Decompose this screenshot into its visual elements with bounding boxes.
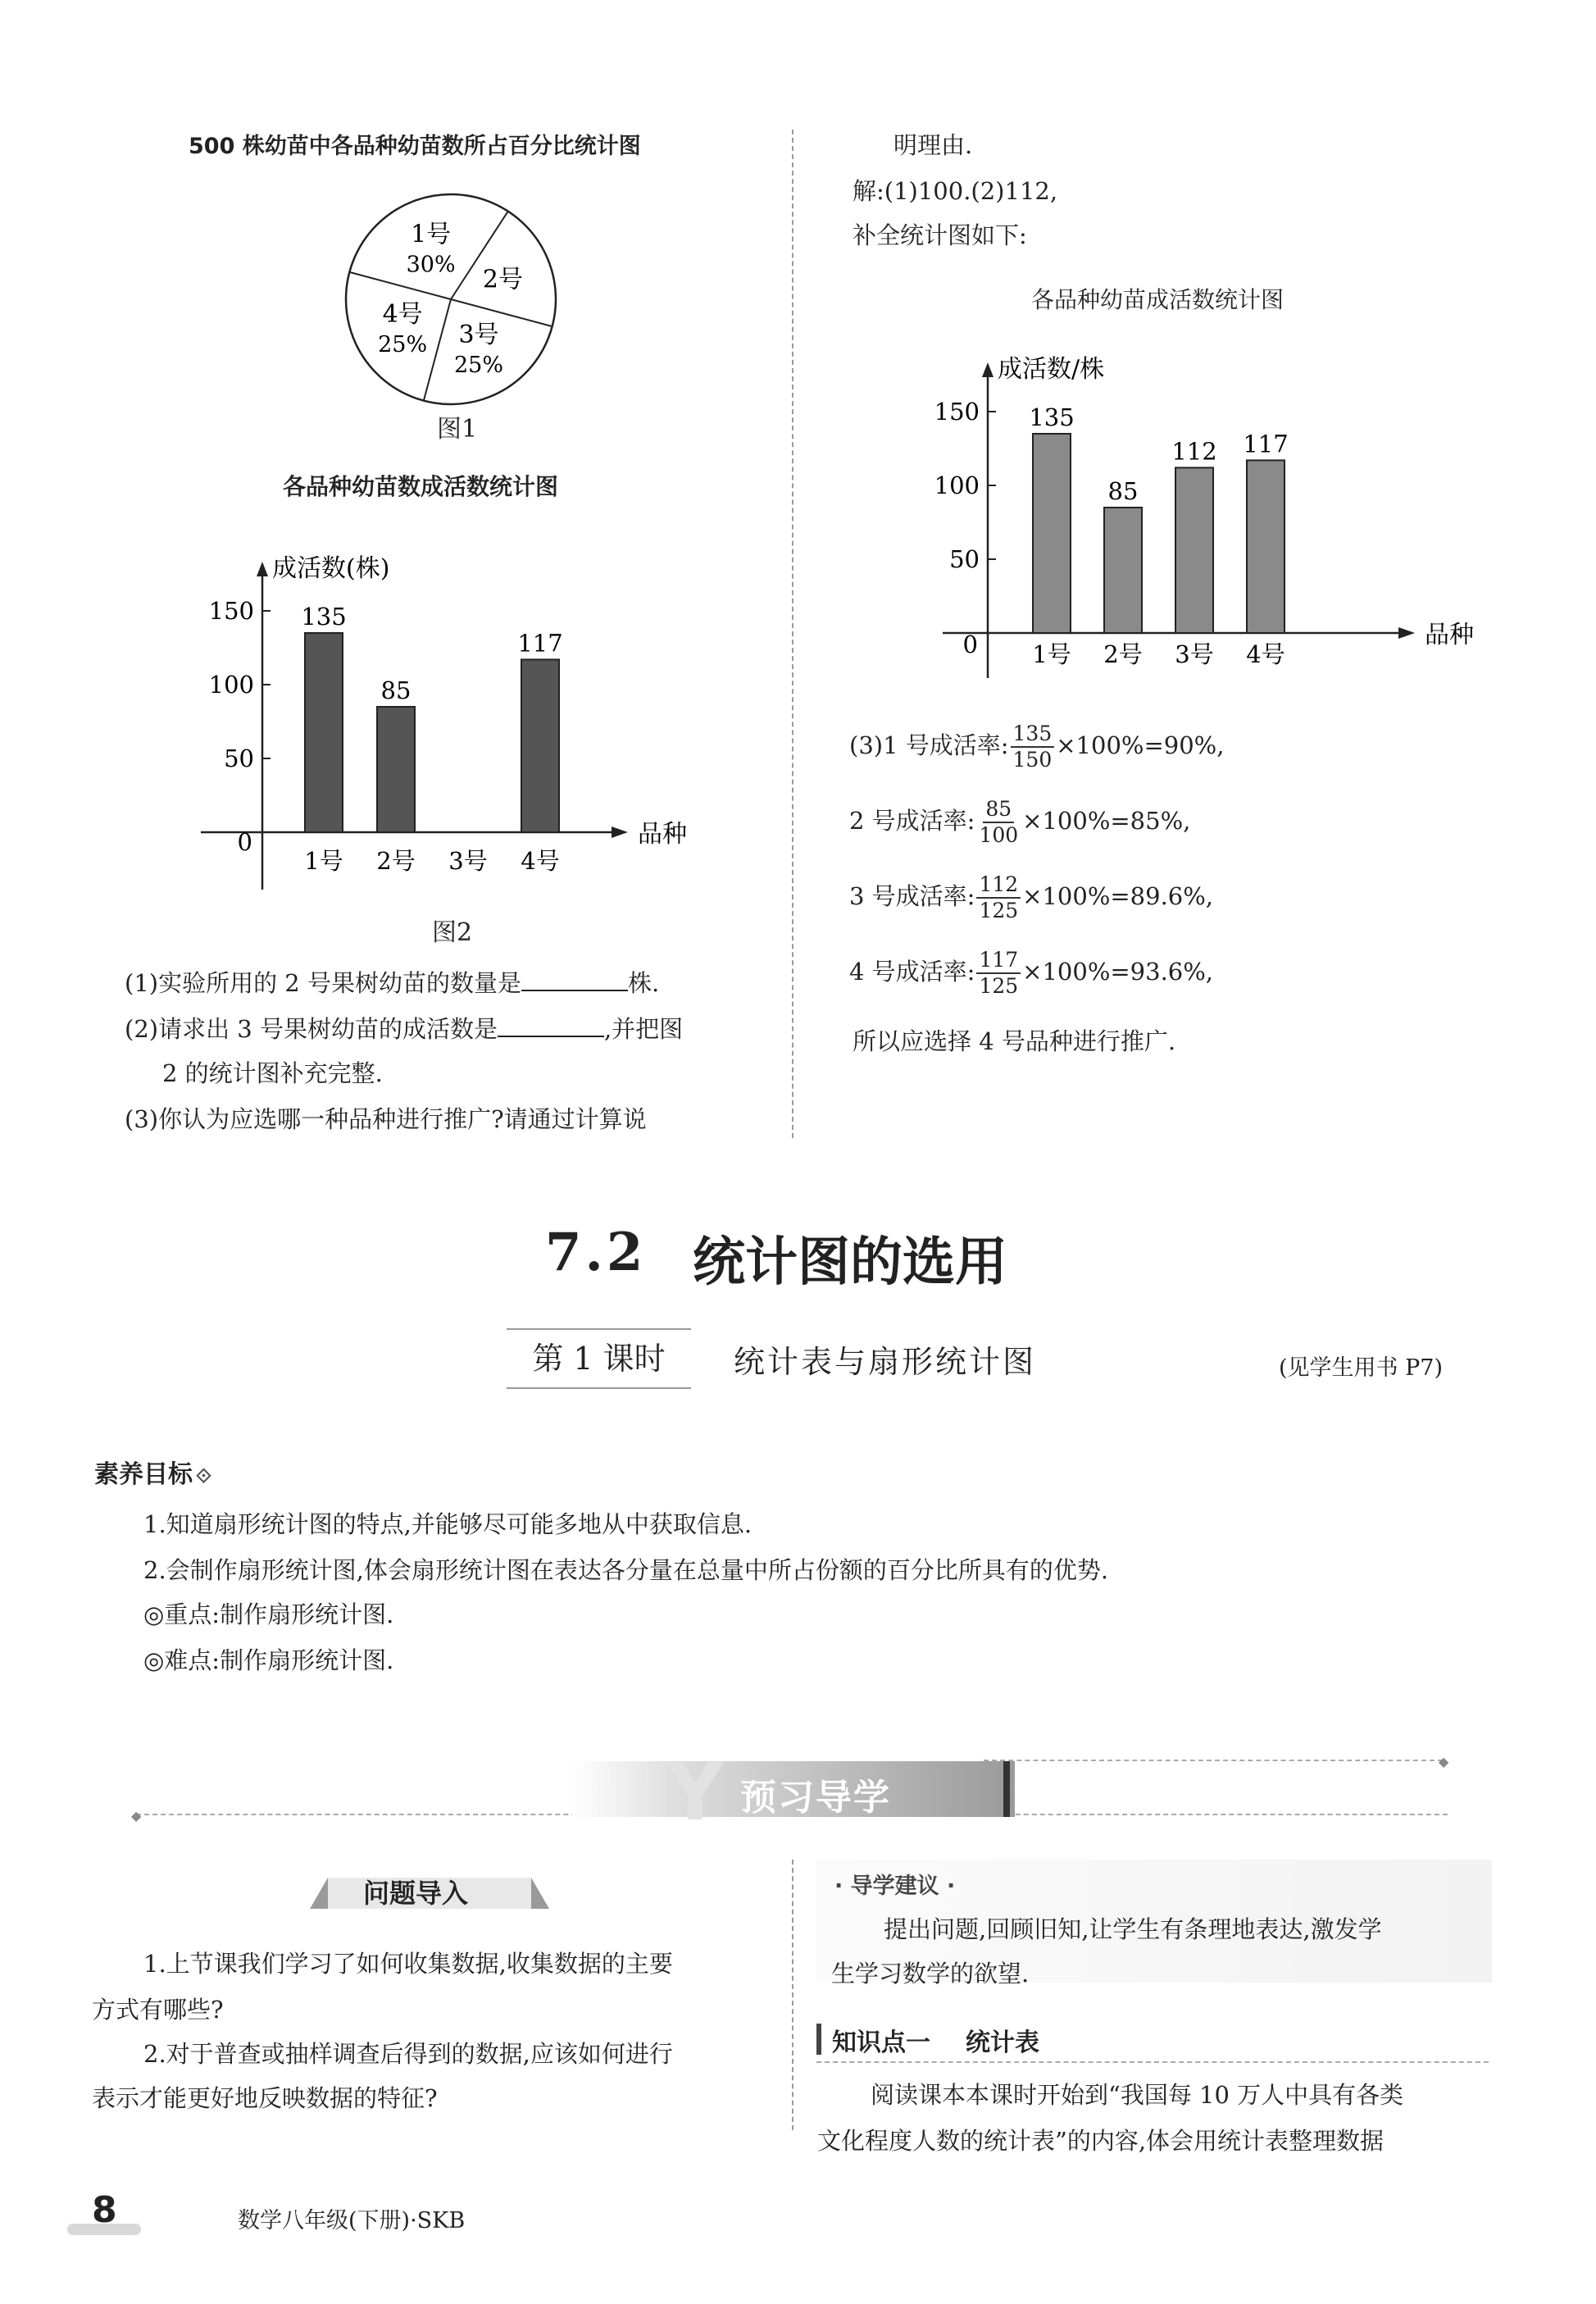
pie-slice-label: 3号 <box>458 320 499 349</box>
student-book-reference: (见学生用书 P7) <box>1279 1355 1443 1381</box>
bar-value-label: 112 <box>1171 437 1217 466</box>
y-tick-label: 100 <box>208 671 254 699</box>
pie-slice-boundary <box>424 299 451 401</box>
rate-label: (3)1 号成活率: <box>849 731 1009 759</box>
x-tick-label: 3号 <box>1175 640 1214 668</box>
intro-heading-box <box>310 1871 549 1912</box>
y-tick-label: 50 <box>224 744 254 772</box>
intro-line-3: 2.对于普查或抽样调查后得到的数据,应该如何进行 <box>143 2040 673 2068</box>
goals-heading: 素养目标 ⟐ <box>94 1460 211 1489</box>
conclusion: 所以应选择 4 号品种进行推广. <box>853 1027 1176 1055</box>
answer-blank-2 <box>498 1014 604 1037</box>
fraction-denominator: 125 <box>979 899 1019 922</box>
intro-heading: 问题导入 <box>363 1878 469 1909</box>
question-2: (2)请求出 3 号果树幼苗的成活数是 ,并把图 <box>125 1015 684 1043</box>
bar-chart-incomplete <box>197 512 705 898</box>
bar <box>1104 508 1142 633</box>
survival-rate-line <box>849 872 1213 923</box>
y-axis-arrow-icon <box>257 562 268 576</box>
fraction-numerator: 135 <box>1011 722 1055 748</box>
goal-item-2: 2.会制作扇形统计图,体会扇形统计图在表达各分量在总量中所占份额的百分比所具有的优势. <box>143 1556 1109 1584</box>
x-axis-arrow-icon <box>1398 627 1415 639</box>
y-tick-label: 100 <box>934 471 980 499</box>
question-3: (3)你认为应选哪一种品种进行推广?请通过计算说 <box>125 1105 647 1133</box>
x-axis-arrow-icon <box>612 826 628 838</box>
y-tick-label: 150 <box>934 398 980 426</box>
bar-value-label: 135 <box>301 603 347 631</box>
lesson-box: 第 1 课时 <box>507 1328 691 1389</box>
x-tick-label: 4号 <box>521 847 560 875</box>
y-axis-label: 成活数(株) <box>272 554 390 583</box>
x-tick-label: 2号 <box>376 847 416 875</box>
question-2-cont: 2 的统计图补充完整. <box>162 1059 383 1087</box>
bar-value-label: 135 <box>1029 403 1075 431</box>
pie-chart-title: 500 株幼苗中各品种幼苗数所占百分比统计图 <box>189 134 641 159</box>
bar-chart-completed <box>910 320 1474 697</box>
bar <box>1033 434 1071 633</box>
rate-result: ×100%=85%, <box>1022 807 1191 835</box>
lesson-title: 统计表与扇形统计图 <box>734 1344 1037 1380</box>
rate-fraction <box>976 948 1021 999</box>
section-title: 统计图的选用 <box>693 1232 1007 1293</box>
goal-difficult-point: ◎难点:制作扇形统计图. <box>143 1646 394 1674</box>
diamond-arrow-icon: ⟐ <box>196 1464 211 1487</box>
answer-line-2: 解:(1)100.(2)112, <box>853 177 1058 205</box>
fraction-denominator: 125 <box>979 974 1019 998</box>
knowledge-rule <box>816 2061 1489 2063</box>
y-tick-label: 0 <box>237 828 252 856</box>
y-tick-label: 150 <box>208 597 254 625</box>
pie-slice-label: 4号 <box>382 300 423 329</box>
bar-value-label: 85 <box>380 676 412 704</box>
rule-dot-icon: ◆ <box>1439 1754 1449 1769</box>
pie-chart-caption: 图1 <box>437 415 478 444</box>
knowledge-marker <box>816 2024 821 2055</box>
banner-rule-right <box>984 1760 1443 1761</box>
bar-value-label: 117 <box>517 629 563 658</box>
y-tick-label: 50 <box>949 545 980 573</box>
survival-rate-line <box>849 797 1190 848</box>
knowledge-title: 统计表 <box>966 2029 1039 2057</box>
intro-line-4: 表示才能更好地反映数据的特征? <box>92 2084 438 2112</box>
book-title: 数学八年级(下册)·SKB <box>238 2208 466 2233</box>
column-divider-lower <box>792 1860 793 2130</box>
rate-result: ×100%=89.6%, <box>1022 882 1214 910</box>
bar <box>377 707 415 832</box>
bar <box>1175 467 1213 633</box>
intro-line-1: 1.上节课我们学习了如何收集数据,收集数据的主要 <box>143 1950 673 1978</box>
bar-chart-title: 各品种幼苗数成活数统计图 <box>283 473 559 500</box>
bar <box>1247 460 1285 633</box>
bar-chart-caption: 图2 <box>432 918 473 947</box>
rate-fraction <box>976 797 1021 848</box>
pie-chart <box>328 184 574 414</box>
fraction-denominator: 150 <box>1012 748 1053 772</box>
guide-heading: · 导学建议 · <box>834 1874 956 1899</box>
bar-value-label: 85 <box>1107 477 1139 505</box>
page-number: 8 <box>92 2189 117 2231</box>
section-number: 7.2 <box>545 1222 647 1283</box>
rate-result: ×100%=93.6%, <box>1022 958 1214 986</box>
y-axis-label: 成活数/株 <box>998 355 1105 384</box>
knowledge-heading: 知识点一 <box>832 2029 930 2057</box>
guide-line-1: 提出问题,回顾旧知,让学生有条理地表达,激发学 <box>884 1915 1382 1943</box>
bar-value-label: 117 <box>1243 430 1289 458</box>
y-axis-arrow-icon <box>982 362 994 377</box>
goal-item-1: 1.知道扇形统计图的特点,并能够尽可能多地从中获取信息. <box>143 1510 753 1538</box>
x-tick-label: 1号 <box>1032 640 1071 668</box>
x-tick-label: 3号 <box>448 847 488 875</box>
banner-letter-decoration: Y <box>666 1746 724 1838</box>
preview-banner <box>572 1746 1015 1838</box>
rule-dot-icon: ◆ <box>131 1808 142 1824</box>
heading-wedge-left-icon <box>310 1878 328 1909</box>
x-axis-label: 品种 <box>638 820 687 849</box>
rate-fraction <box>1011 722 1055 772</box>
survival-rate-line <box>849 722 1224 772</box>
fraction-numerator: 85 <box>983 797 1014 823</box>
pie-slice-percent: 30% <box>406 252 456 278</box>
x-tick-label: 2号 <box>1103 640 1143 668</box>
preview-banner-title: 预习导学 <box>740 1777 891 1819</box>
fraction-numerator: 112 <box>976 872 1021 899</box>
rate-result: ×100%=90%, <box>1056 731 1225 759</box>
x-tick-label: 1号 <box>304 847 343 875</box>
rate-fraction <box>976 872 1021 923</box>
knowledge-line-1: 阅读课本本课时开始到“我国每 10 万人中具有各类 <box>871 2081 1404 2109</box>
x-axis-label: 品种 <box>1425 621 1474 649</box>
question-1: (1)实验所用的 2 号果树幼苗的数量是 株. <box>125 969 660 997</box>
answer-line-1: 明理由. <box>893 131 973 159</box>
answer-line-3: 补全统计图如下: <box>853 221 1027 249</box>
banner-end-bar <box>1003 1761 1010 1817</box>
column-divider <box>792 130 793 1138</box>
goal-key-point: ◎重点:制作扇形统计图. <box>143 1601 394 1628</box>
pie-slice-label: 2号 <box>482 265 524 294</box>
pie-slice-percent: 25% <box>453 352 504 378</box>
y-tick-label: 0 <box>962 631 978 658</box>
bar <box>521 659 559 832</box>
intro-line-2: 方式有哪些? <box>92 1996 224 2024</box>
survival-rate-line <box>849 948 1213 999</box>
fraction-denominator: 100 <box>979 823 1019 847</box>
knowledge-line-2: 文化程度人数的统计表”的内容,体会用统计表整理数据 <box>817 2127 1385 2155</box>
fraction-numerator: 117 <box>976 948 1021 974</box>
bar <box>305 633 343 832</box>
answer-blank-1 <box>521 968 628 991</box>
pie-slice-label: 1号 <box>411 220 452 249</box>
x-tick-label: 4号 <box>1246 640 1285 668</box>
rate-label: 3 号成活率: <box>849 882 975 910</box>
rate-label: 2 号成活率: <box>849 807 975 835</box>
rate-label: 4 号成活率: <box>849 958 975 986</box>
heading-wedge-right-icon <box>531 1878 549 1909</box>
pie-slice-percent: 25% <box>378 332 428 357</box>
guide-line-2: 生学习数学的欲望. <box>831 1960 1030 1988</box>
completed-bar-chart-title: 各品种幼苗成活数统计图 <box>1031 286 1285 313</box>
